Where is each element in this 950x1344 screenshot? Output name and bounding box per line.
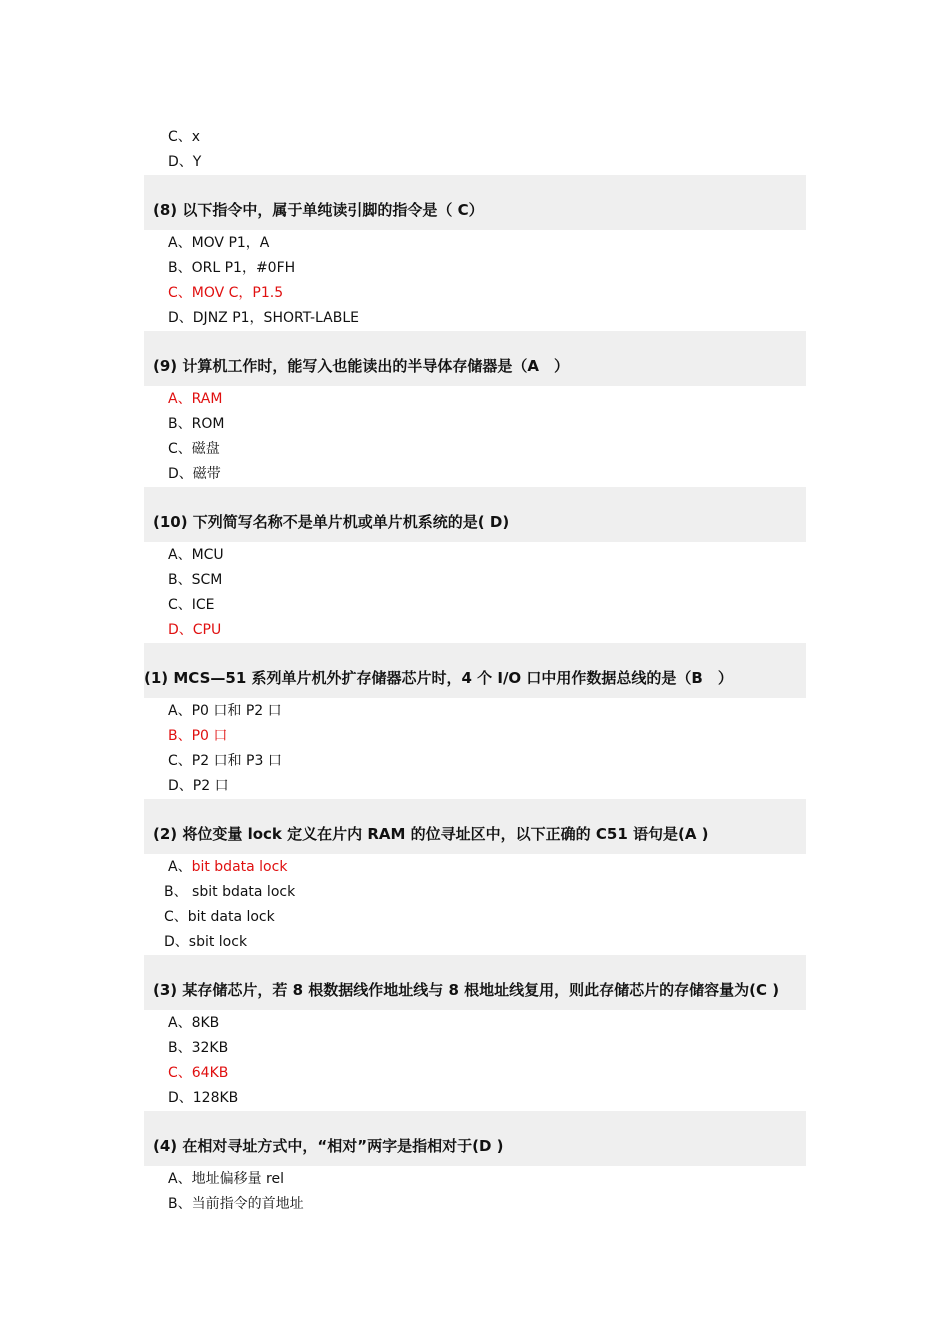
question-4-header [144,1111,806,1166]
question-3-text: (3) 某存储芯片，若 8 根数据线作地址线与 8 根地址线复用，则此存储芯片的存储容量为(C ) [153,981,780,999]
question-10-option-d-answer: D、CPU [168,622,222,638]
question-1-option-a: A、P0 口和 P2 口 [168,703,282,719]
question-1-option-d: D、P2 口 [168,778,229,794]
question-1-option-b-answer: B、P0 口 [168,728,228,744]
question-8-option-b: B、ORL P1，#0FH [168,260,296,276]
option-d: D、Y [168,154,202,170]
question-4-option-a: A、地址偏移量 rel [168,1171,284,1187]
question-9-option-c: C、磁盘 [168,441,220,457]
question-10-text: (10) 下列简写名称不是单片机或单片机系统的是( D) [153,513,510,531]
question-10-option-c: C、ICE [168,597,215,613]
question-2-option-a-answer: bit bdata lock [191,859,288,875]
question-2-option-c: C、bit data lock [164,909,275,925]
question-2-text: (2) 将位变量 lock 定义在片内 RAM 的位寻址区中，以下正确的 C51 语句是(A ) [153,825,709,843]
question-8-option-d: D、DJNZ P1，SHORT-LABLE [168,310,359,326]
question-10-option-b: B、SCM [168,572,223,588]
question-2-header [144,799,806,854]
question-9-text: (9) 计算机工作时，能写入也能读出的半导体存储器是（A ） [153,357,569,375]
question-4-option-b: B、当前指令的首地址 [168,1196,304,1212]
question-8-header [144,175,806,230]
question-9-option-b: B、ROM [168,416,225,432]
question-10-option-a: A、MCU [168,547,224,563]
question-8-text: (8) 以下指令中，属于单纯读引脚的指令是（ C） [153,201,484,219]
question-9-option-a-answer: A、RAM [168,391,223,407]
question-4-text: (4) 在相对寻址方式中，“相对”两字是指相对于(D ) [153,1137,504,1155]
question-2-option-a: A、bit bdata lock [168,859,288,875]
question-9-header [144,331,806,386]
question-8-option-a: A、MOV P1，A [168,235,270,251]
question-1-option-c: C、P2 口和 P3 口 [168,753,282,769]
question-10-header [144,487,806,542]
question-2-option-b: B、 sbit bdata lock [164,884,296,900]
question-1-header [144,643,806,698]
question-3-header [144,955,806,1010]
question-8-option-c-answer: C、MOV C，P1.5 [168,285,284,301]
question-1-text: (1) MCS—51 系列单片机外扩存储器芯片时，4 个 I/O 口中用作数据总线的是（B ） [144,669,733,687]
question-3-option-d: D、128KB [168,1090,239,1106]
question-9-option-d: D、磁带 [168,466,221,482]
question-3-option-a: A、8KB [168,1015,220,1031]
option-c: C、x [168,129,201,145]
question-3-option-c-answer: C、64KB [168,1065,229,1081]
question-2-option-d: D、sbit lock [164,934,248,950]
question-3-option-b: B、32KB [168,1040,229,1056]
